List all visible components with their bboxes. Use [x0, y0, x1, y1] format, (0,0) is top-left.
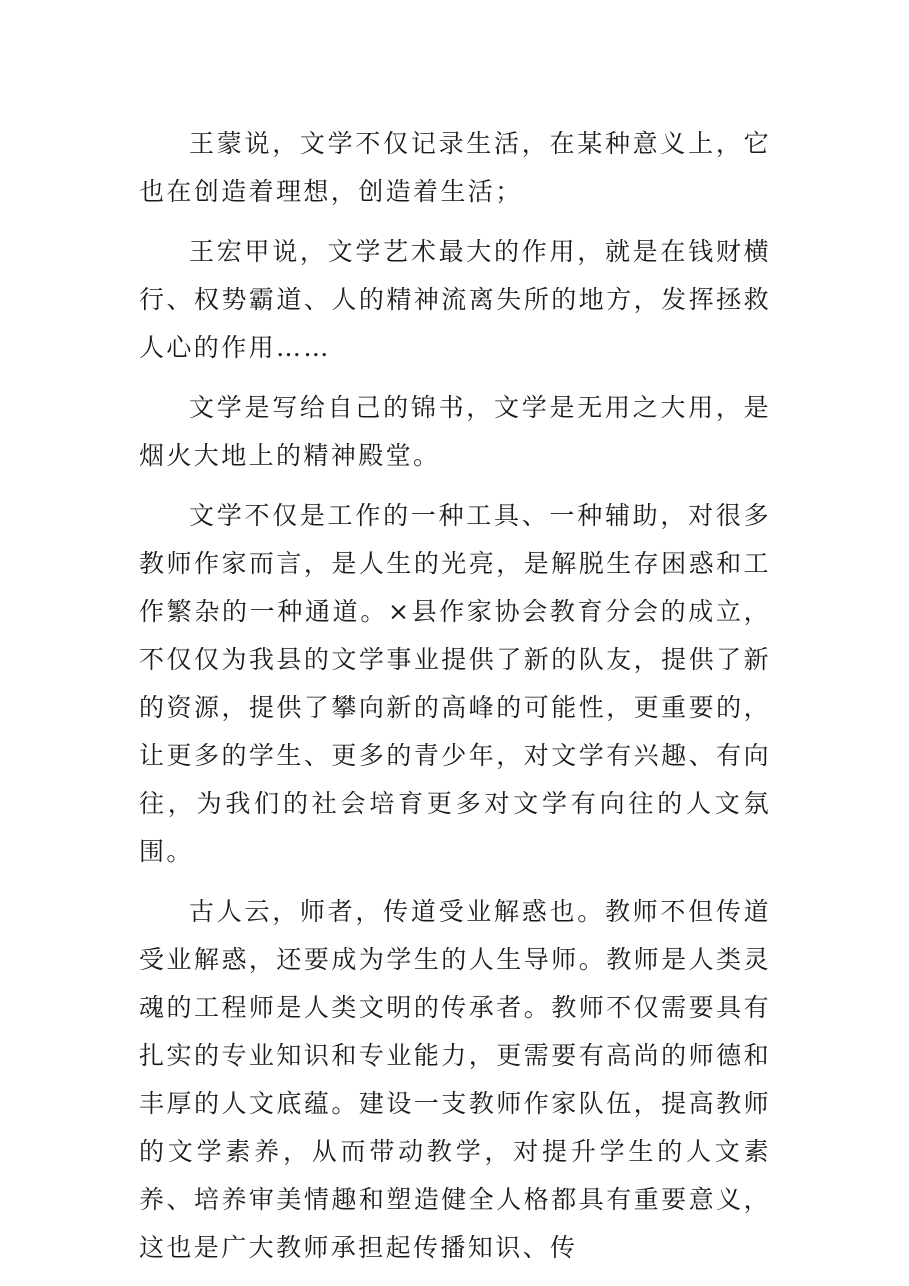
paragraph-ancient-saying: 古人云，师者，传道受业解惑也。教师不但传道受业解惑，还要成为学生的人生导师。教师是人类灵魂的工程师是人类文明的传承者。教师不仅需要具有扎实的专业知识和专业能力，更需要有高尚的师德和丰厚的人文底蕴。建设一支教师作家队伍，提高教师的文学素养，从而带动教学，对提升学生的人文素养、培养审美情趣和塑造健全人格都具有重要意义，这也是广大教师承担起传播知识、传: [139, 897, 771, 1262]
paragraph-literature-brocade: 文学是写给自己的锦书，文学是无用之大用，是烟火大地上的精神殿堂。: [139, 393, 771, 470]
paragraph-wang-meng-quote: 王蒙说，文学不仅记录生活，在某种意义上，它也在创造着理想，创造着生活；: [139, 129, 771, 206]
document-body: [139, 120, 771, 1284]
paragraph-teacher-writers: 文学不仅是工作的一种工具、一种辅助，对很多教师作家而言，是人生的光亮，是解脱生存困惑和工作繁杂的一种通道。×县作家协会教育分会的成立，不仅仅为我县的文学事业提供了新的队友，提供了新的资源，提供了攀向新的高峰的可能性，更重要的，让更多的学生、更多的青少年，对文学有兴趣、有向往，为我们的社会培育更多对文学有向往的人文氛围。: [139, 501, 771, 866]
paragraph-wang-hongjia-quote: 王宏甲说，文学艺术最大的作用，就是在钱财横行、权势霸道、人的精神流离失所的地方，发挥拯救人心的作用……: [139, 237, 771, 362]
